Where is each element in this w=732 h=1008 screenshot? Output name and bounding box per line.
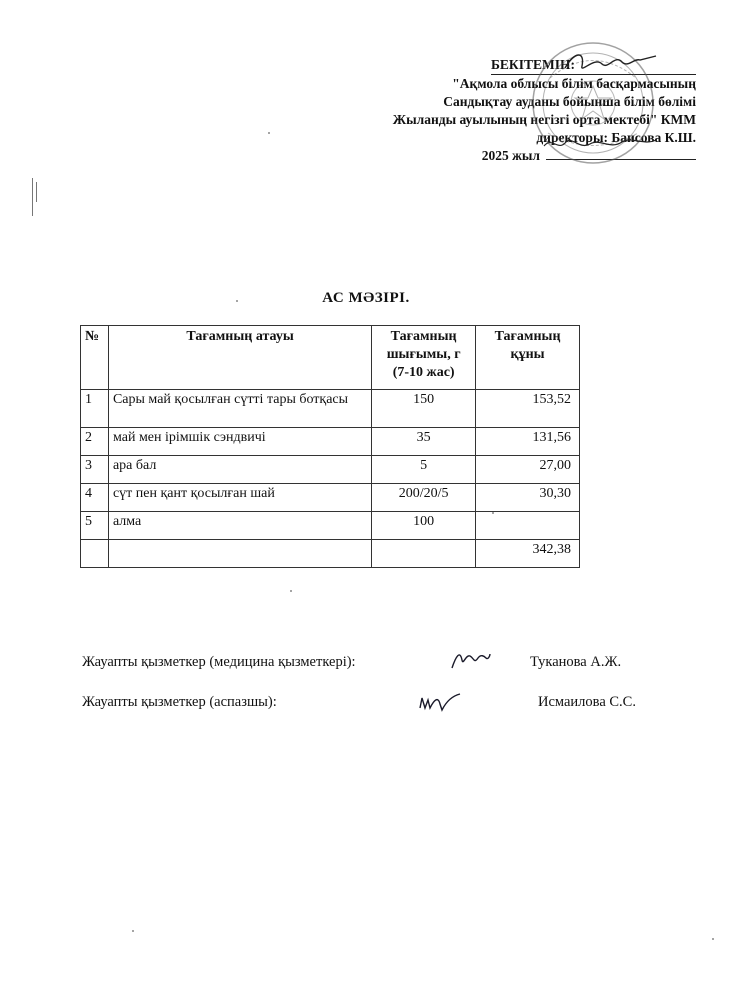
scan-speck: [290, 590, 292, 592]
signature-person-name: Исмаилова С.С.: [538, 694, 636, 710]
director-signature-icon: [560, 46, 660, 76]
approval-line-4: директоры: Баисова К.Ш.: [536, 130, 696, 145]
cook-signature-icon: [416, 690, 466, 718]
page-title: АС МӘЗІРІ.: [322, 290, 410, 306]
date-signature-icon: [540, 132, 660, 156]
medical-signature-icon: [448, 646, 492, 672]
approval-line-1: "Ақмола облысы білім басқармасының: [452, 76, 696, 91]
signature-person-name: Туканова А.Ж.: [530, 654, 622, 670]
approval-date: 2025 жыл: [481, 148, 540, 163]
scan-speck: [712, 938, 714, 940]
signature-role: Жауапты қызметкер (аспазшы):: [82, 694, 277, 710]
menu-table: [80, 325, 580, 568]
scan-mark: [32, 178, 33, 216]
scan-speck: [132, 930, 134, 932]
approval-line-3: Жыланды ауылының негізгі орта мектебі" КММ: [392, 112, 696, 127]
table-row: 1 Сары май қосылған сүтті тары ботқасы 150 153,52: [81, 390, 580, 428]
table-header-row: [81, 326, 580, 390]
scan-speck: [492, 512, 494, 514]
header-dish-name: Тағамның атауы: [108, 326, 371, 390]
table-total-row: [81, 540, 580, 568]
table-row: 4 сүт пен қант қосылған шай 200/20/5 30,30: [81, 484, 580, 512]
table-row: 5 алма 100: [81, 512, 580, 540]
header-output: Тағамның шығымы, г (7-10 жас): [372, 326, 476, 390]
total-price: 342,38: [476, 540, 580, 568]
approval-line-2: Сандықтау ауданы бойынша білім бөлімі: [443, 94, 696, 109]
scan-mark: [36, 182, 37, 202]
table-row: 3 ара бал 5 27,00: [81, 456, 580, 484]
scan-speck: [268, 132, 270, 134]
scan-speck: [236, 300, 238, 302]
header-number: №: [81, 326, 109, 390]
signature-role: Жауапты қызметкер (медицина қызметкері):: [82, 654, 356, 670]
table-row: 2 май мен ірімшік сэндвичі 35 131,56: [81, 428, 580, 456]
header-price: Тағамның құны: [476, 326, 580, 390]
approval-heading: БЕКІТЕМІН:: [491, 56, 696, 75]
